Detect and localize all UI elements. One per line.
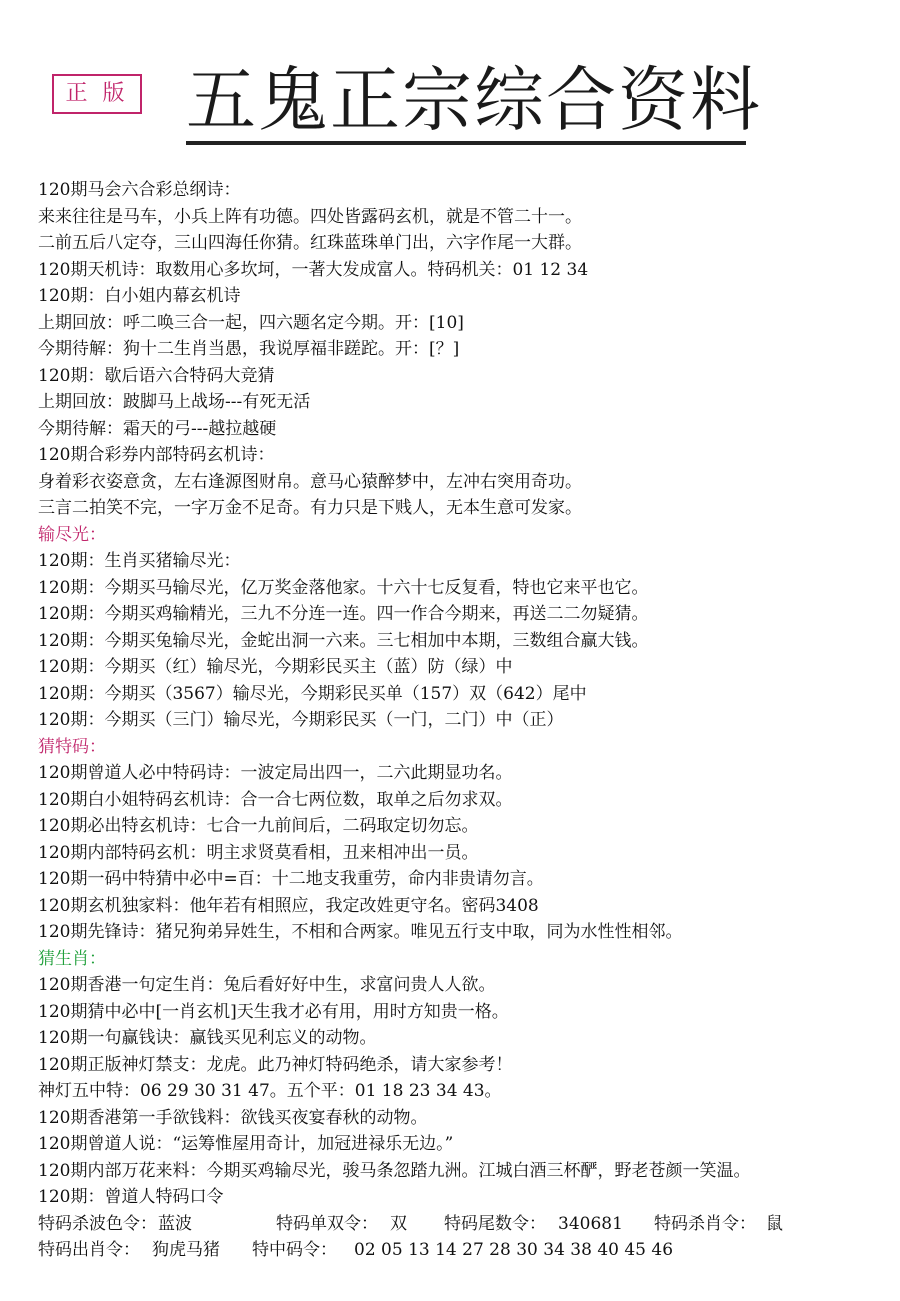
document-body: [38, 177, 888, 1264]
text-line: 120期内部特码玄机：明主求贤莫看相，丑来相冲出一员。: [38, 842, 479, 863]
authentic-badge: 正 版: [52, 74, 142, 114]
kill-label: 特码杀肖令：: [654, 1213, 756, 1234]
code-row-2: [38, 1237, 888, 1264]
zodiac-label: 特码出肖令：: [38, 1240, 140, 1260]
text-line: 今期待解：霜天的弓---越拉越硬: [38, 418, 277, 439]
title-underline: [186, 141, 746, 145]
text-line: 120期曾道人说：“运筹惟屋用奇计，加冠进禄乐无边。”: [38, 1134, 454, 1154]
poem-line: 来来往往是马车，小兵上阵有功德。四处皆露码玄机，就是不管二十一。: [38, 206, 582, 227]
text-line: 120期：曾道人特码口令: [38, 1187, 224, 1207]
text-line: 120期内部万花来料：今期买鸡输尽光，骏马条忽踏九洲。江城白酒三杯酽，野老苍颜一笑温。: [38, 1160, 751, 1181]
text-line: 120期：今期买（三门）输尽光，今期彩民买（一门，二门）中（正）: [38, 710, 564, 730]
tail-value: 340681: [558, 1213, 623, 1234]
text-line: 上期回放：呼二唤三合一起，四六题名定今期。开：[10]: [38, 312, 464, 333]
text-line: 上期回放：跛脚马上战场---有死无活: [38, 392, 311, 412]
wave-value: 蓝波: [158, 1213, 192, 1234]
text-line: 今期待解：狗十二生肖当愚，我说厚福非蹉跎。开：[？]: [38, 339, 460, 359]
section-intro-line: 120期马会六合彩总纲诗：: [38, 180, 241, 200]
text-line: 120期必出特玄机诗：七合一九前间后，二码取定切勿忘。: [38, 816, 479, 836]
section-heading-guess-zodiac: 猜生肖：: [38, 948, 106, 969]
text-line: 120期：今期买鸡输精光，三九不分连一连。四一作合今期来，再送二二勿疑猜。: [38, 604, 649, 624]
text-line: 120期：今期买（3567）输尽光，今期彩民买单（157）双（642）尾中: [38, 683, 587, 704]
text-line: 120期白小姐特码玄机诗：合一合七两位数，取单之后勿求双。: [38, 789, 513, 810]
text-line: 120期猜中必中[一肖玄机]天生我才必有用，用时方知贵一格。: [38, 1001, 509, 1022]
poem-line: 身着彩衣姿意贪，左右逢源图财帛。意马心猿醉梦中，左冲右突用奇功。: [38, 471, 582, 492]
zodiac-value: 狗虎马猪: [152, 1240, 220, 1260]
parity-value: 双: [390, 1213, 407, 1234]
wave-label: 特码杀波色令：: [38, 1213, 157, 1234]
text-line: 120期曾道人必中特码诗：一波定局出四一，二六此期显功名。: [38, 763, 513, 783]
text-line: 120期先锋诗：猪兄狗弟异姓生，不相和合两家。唯见五行支中取，同为水性性相邻。: [38, 922, 683, 942]
poem-line: 二前五后八定夺，三山四海任你猜。红珠蓝珠单门出，六字作尾一大群。: [38, 233, 582, 253]
hit-label: 特中码令：: [252, 1240, 337, 1260]
section-heading-lose-all: 输尽光：: [38, 524, 106, 545]
text-line: 120期香港一句定生肖：兔后看好好中生，求富问贵人人欲。: [38, 975, 496, 995]
section-intro-line: 120期合彩券内部特码玄机诗：: [38, 445, 275, 465]
page-title: 五鬼正宗综合资料: [186, 59, 762, 141]
poem-line: 120期天机诗：取数用心多坎坷，一著大发成富人。特码机关：01 12 34: [38, 259, 589, 280]
parity-label: 特码单双令：: [276, 1213, 378, 1234]
section-heading-guess-code: 猜特码：: [38, 736, 106, 757]
text-line: 神灯五中特：06 29 30 31 47。五个平：01 18 23 34 43。: [38, 1081, 502, 1101]
section-intro-line: 120期：歇后语六合特码大竞猜: [38, 365, 275, 386]
tail-label: 特码尾数令：: [444, 1213, 546, 1234]
text-line: 120期一句赢钱诀：赢钱买见利忘义的动物。: [38, 1028, 377, 1048]
code-row-1: [38, 1211, 888, 1238]
text-line: 120期：今期买（红）输尽光，今期彩民买主（蓝）防（绿）中: [38, 657, 513, 677]
section-intro-line: 120期：白小姐内幕玄机诗: [38, 286, 241, 306]
poem-line: 三言二拍笑不完，一字万金不足奇。有力只是下贱人，无本生意可发家。: [38, 498, 582, 518]
hit-value: 02 05 13 14 27 28 30 34 38 40 45 46: [354, 1240, 674, 1260]
text-line: 120期正版神灯禁支：龙虎。此乃神灯特码绝杀，请大家参考！: [38, 1054, 513, 1075]
text-line: 120期：今期买马输尽光，亿万奖金落他家。十六十七反复看，特也它来平也它。: [38, 577, 649, 598]
text-line: 120期香港第一手欲钱料：欲钱买夜宴春秋的动物。: [38, 1107, 428, 1128]
kill-value: 鼠: [766, 1213, 783, 1234]
text-line: 120期玄机独家料：他年若有相照应，我定改姓更守名。密码3408: [38, 895, 539, 916]
text-line: 120期：今期买兔输尽光，金蛇出洞一六来。三七相加中本期，三数组合赢大钱。: [38, 630, 649, 651]
text-line: 120期一码中特猜中必中=百：十二地支我重劳，命内非贵请勿言。: [38, 869, 544, 889]
text-line: 120期：生肖买猪输尽光：: [38, 551, 241, 571]
